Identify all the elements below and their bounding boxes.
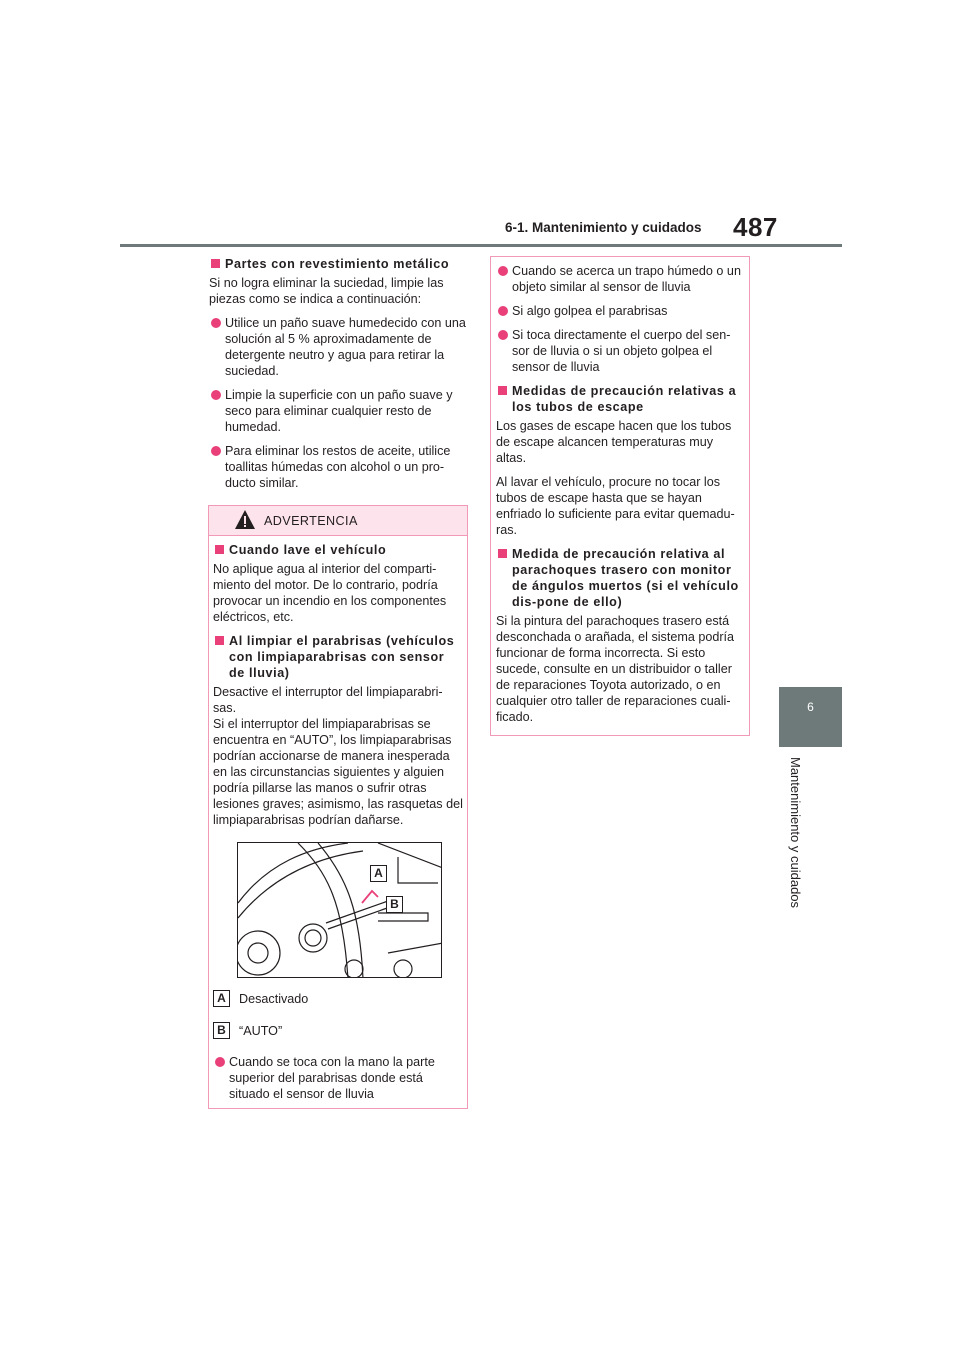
steering-column-drawing xyxy=(238,843,442,978)
warning-paragraph: Los gases de escape hacen que los tubos de escape alcancen temperaturas muy altas. xyxy=(496,419,732,465)
key-letter: A xyxy=(213,990,230,1007)
warning-subheading: Medida de precaución relativa al parachoques trasero con monitor de ángulos muertos (si el vehículo dis-pone de ello) xyxy=(496,546,744,610)
chapter-tab: 6 xyxy=(779,687,842,747)
list-item: Cuando se acerca un trapo húmedo o un objeto similar al sensor de lluvia xyxy=(496,263,744,295)
list-item: Si toca directamente el cuerpo del sen-sor de lluvia o si un objeto golpea el sensor de lluvia xyxy=(496,327,744,375)
warning-paragraph: Desactive el interruptor del limpiaparabri-sas. xyxy=(213,685,443,715)
chapter-tab-label: Mantenimiento y cuidados xyxy=(788,757,803,909)
section-heading: Partes con revestimiento metálico xyxy=(209,256,471,272)
key-text: Desactivado xyxy=(239,992,309,1006)
list-item: Limpie la superficie con un paño suave y seco para eliminar cualquier resto de humedad. xyxy=(209,387,471,435)
warning-triangle-icon xyxy=(234,509,256,531)
warning-continued-box xyxy=(490,256,750,736)
warning-continued-body xyxy=(496,263,744,733)
warning-paragraph: Al lavar el vehículo, procure no tocar los tubos de escape hasta que se hayan enfriado lo suficiente para evitar quemadu-ras. xyxy=(496,475,735,537)
page-number: 487 xyxy=(733,212,778,242)
list-item: Cuando se toca con la mano la parte superior del parabrisas donde está situado el sensor de lluvia xyxy=(213,1054,463,1102)
key-item-a xyxy=(213,990,463,1008)
warning-paragraph: No aplique agua al interior del comparti-miento del motor. De lo contrario, podría provocar un incendio en los componentes eléctricos, etc. xyxy=(213,562,447,624)
warning-subheading: Medidas de precaución relativas a los tubos de escape xyxy=(496,383,744,415)
warning-title: ADVERTENCIA xyxy=(264,514,358,528)
figure-label-b: B xyxy=(386,896,403,913)
header-rule xyxy=(120,244,842,247)
warning-paragraph: Si la pintura del parachoques trasero está desconchada o arañada, el sistema podría funcionar de forma incorrecta. Si esto sucede, consulte en un distribuidor o taller de reparaciones Toyota autorizado, o en cualquier otro taller de reparaciones cuali-ficado. xyxy=(496,614,735,724)
warning-paragraph: Si el interruptor del limpiaparabrisas se encuentra en “AUTO”, los limpiaparabrisas podrían accionarse de manera inesperada en las circunstancias siguientes y alguien podría pillarse las manos o sufrir otras lesiones graves; asimismo, las rasquetas del limpiaparabrisas podrían dañarse. xyxy=(213,717,463,827)
figure-label-a: A xyxy=(370,865,387,882)
warning-box xyxy=(208,505,468,1109)
wiper-switch-illustration xyxy=(237,842,442,978)
left-column xyxy=(209,256,471,499)
warning-body xyxy=(213,542,463,836)
list-item: Utilice un paño suave humedecido con una solución al 5 % aproximadamente de detergente neutro y agua para retirar la suciedad. xyxy=(209,315,471,379)
list-item: Si algo golpea el parabrisas xyxy=(496,303,744,319)
key-item-b xyxy=(213,1022,463,1040)
list-item: Para eliminar los restos de aceite, utilice toallitas húmedas con alcohol o un pro-ducto similar. xyxy=(209,443,471,491)
figure-key xyxy=(213,990,463,1110)
key-text: “AUTO” xyxy=(239,1024,283,1038)
warning-subheading: Al limpiar el parabrisas (vehículos con limpiaparabrisas con sensor de lluvia) xyxy=(213,633,463,681)
warning-header xyxy=(209,506,467,536)
key-letter: B xyxy=(213,1022,230,1039)
intro-text: Si no logra eliminar la suciedad, limpie las piezas como se indica a continuación: xyxy=(209,276,444,306)
section-title: 6-1. Mantenimiento y cuidados xyxy=(505,220,702,235)
warning-subheading: Cuando lave el vehículo xyxy=(213,542,463,558)
